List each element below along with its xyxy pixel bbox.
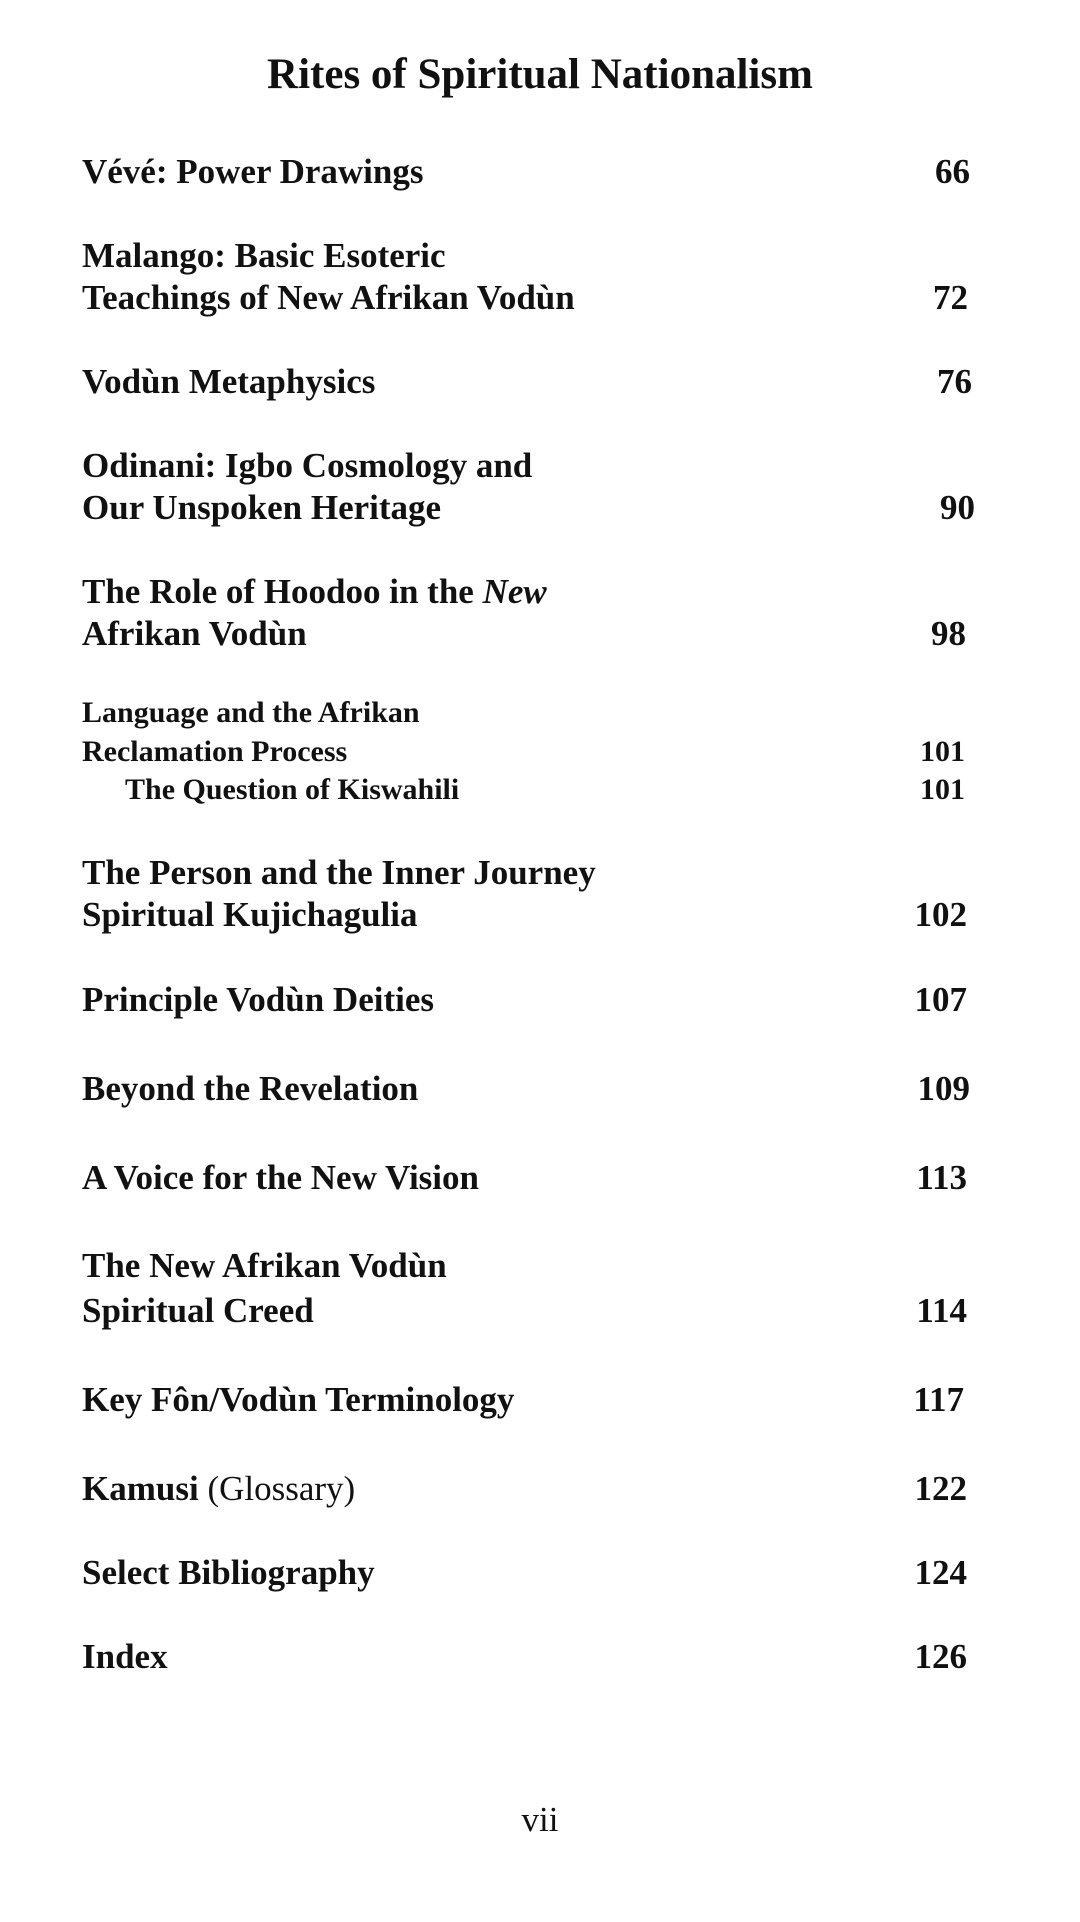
toc-entry-page: 109: [917, 1069, 970, 1108]
toc-entry-title: Teachings of New Afrikan Vodùn: [82, 278, 575, 317]
toc-entry-title: [82, 570, 547, 614]
toc-entry-title: Key Fôn/Vodùn Terminology: [82, 1380, 515, 1419]
toc-entry-title-italic: New: [482, 572, 547, 611]
toc-entry-title: Beyond the Revelation: [82, 1069, 419, 1108]
toc-entry-title: Malango: Basic Esoteric: [82, 236, 446, 275]
toc-entry-page: 76: [937, 362, 972, 401]
toc-entry-title: Afrikan Vodùn: [82, 614, 307, 653]
toc-entry-page: 98: [931, 614, 966, 653]
toc-entry-title: Our Unspoken Heritage: [82, 488, 442, 527]
toc-entry-title: Index: [82, 1637, 168, 1676]
toc-entry-page: 126: [914, 1637, 967, 1676]
toc-entry-title: The Person and the Inner Journey: [82, 853, 596, 892]
toc-entry-page: 72: [933, 278, 968, 317]
toc-entry-title: Vodùn Metaphysics: [82, 362, 376, 401]
toc-entry-title: Select Bibliography: [82, 1553, 375, 1592]
toc-entry-title: Spiritual Kujichagulia: [82, 895, 418, 934]
toc-entry-page: 114: [916, 1291, 967, 1330]
toc-entry-page: 66: [935, 152, 970, 191]
page-number-footer: vii: [521, 1800, 559, 1839]
toc-entry-title: [82, 1467, 355, 1511]
toc-entry-title: Vévé: Power Drawings: [82, 152, 424, 191]
toc-entry-page: 113: [916, 1158, 967, 1197]
toc-entry-page: 107: [914, 980, 967, 1019]
toc-entry-title: Odinani: Igbo Cosmology and: [82, 446, 533, 485]
toc-entry-title: Principle Vodùn Deities: [82, 980, 434, 1019]
toc-entry-title: Spiritual Creed: [82, 1291, 314, 1330]
toc-entry-title-gloss: (Glossary): [207, 1469, 356, 1508]
toc-entry-title: Language and the Afrikan: [82, 696, 420, 729]
toc-entry-title-part: The Role of Hoodoo in the: [82, 572, 483, 611]
toc-entry-title: Reclamation Process: [82, 735, 348, 768]
toc-entry-page: 90: [940, 488, 975, 527]
toc-subentry-title: The Question of Kiswahili: [125, 773, 460, 806]
toc-entry-page: 101: [920, 773, 965, 806]
page-title: Rites of Spiritual Nationalism: [267, 51, 813, 98]
toc-entry-page: 122: [914, 1469, 967, 1508]
toc-entry-title-part: Kamusi: [82, 1469, 199, 1508]
toc-entry-page: 102: [914, 895, 967, 934]
toc-entry-page: 101: [920, 735, 965, 768]
toc-entry-title: The New Afrikan Vodùn: [82, 1246, 447, 1285]
toc-entry-page: 117: [913, 1380, 964, 1419]
toc-entry-page: 124: [914, 1553, 967, 1592]
toc-entry-title: A Voice for the New Vision: [82, 1158, 479, 1197]
